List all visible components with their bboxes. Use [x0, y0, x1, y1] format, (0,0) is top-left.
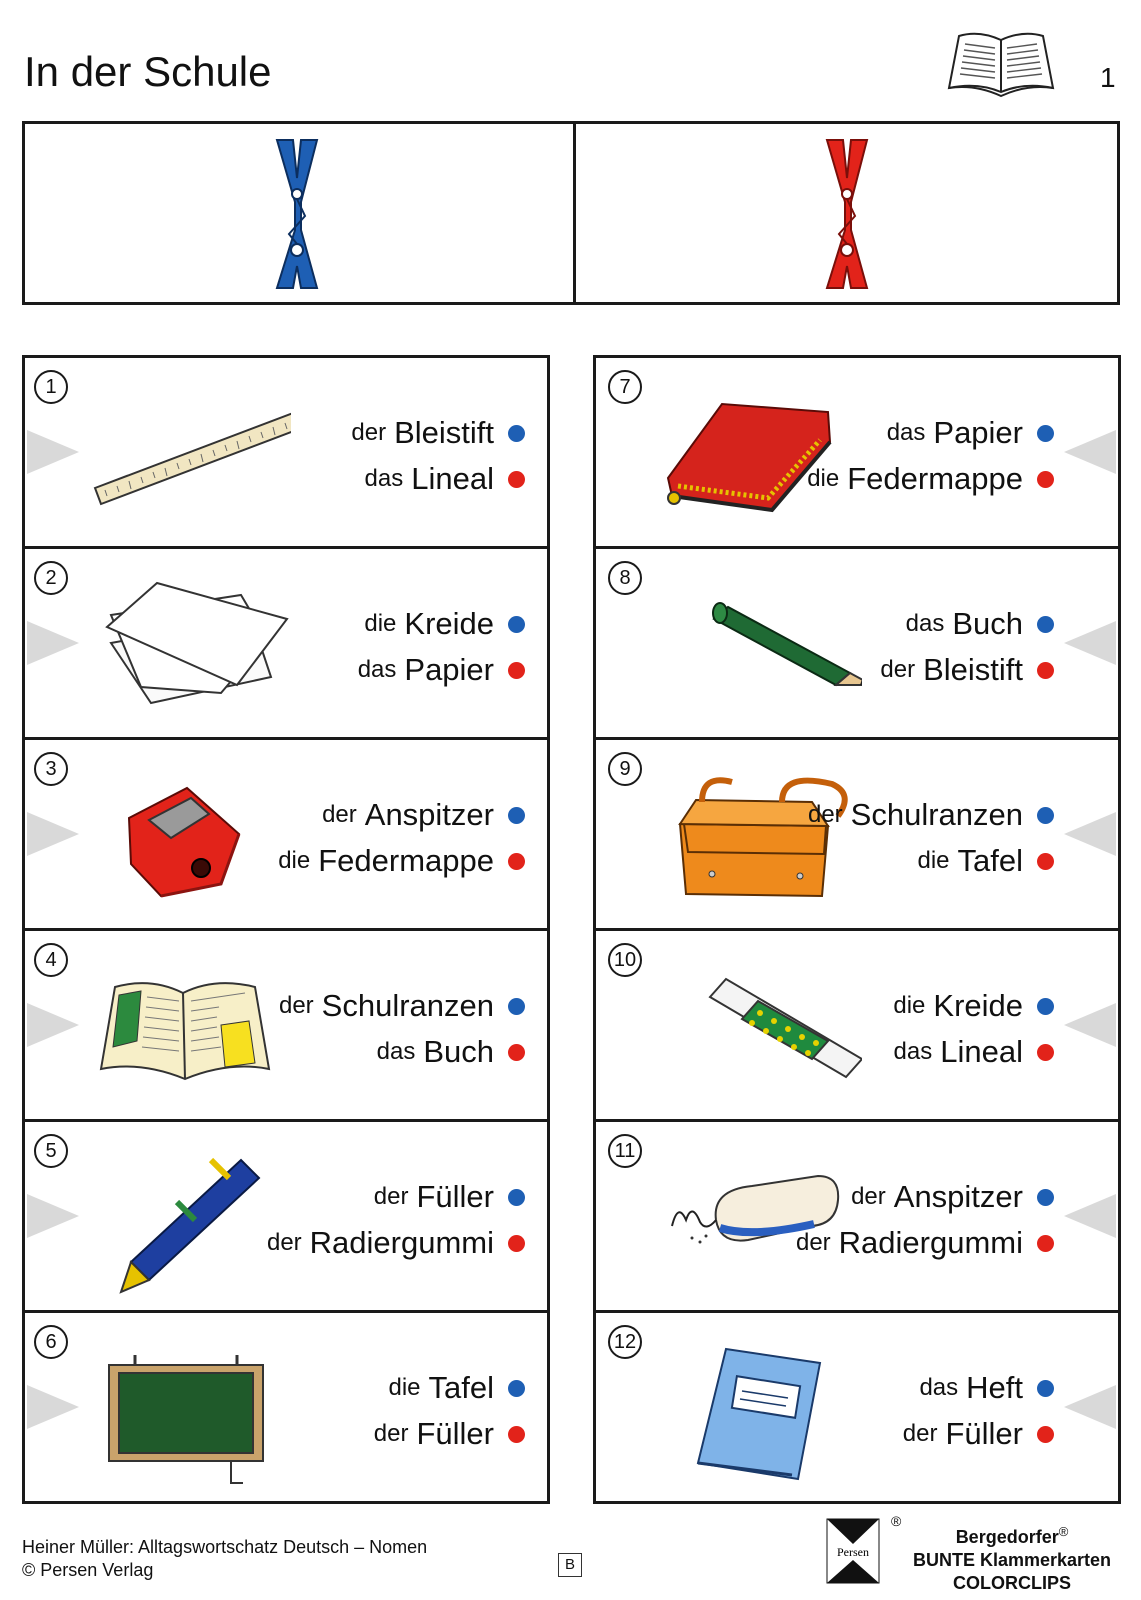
clip-marker	[27, 430, 79, 474]
option-red	[267, 1220, 525, 1266]
noun: Papier	[404, 652, 494, 687]
blue-dot[interactable]	[508, 616, 525, 633]
noun: Federmappe	[847, 461, 1023, 496]
noun: Füller	[416, 1416, 494, 1451]
right-card-column	[593, 355, 1121, 1504]
blue-dot[interactable]	[1037, 998, 1054, 1015]
ruler-icon	[91, 382, 291, 532]
card-8	[596, 549, 1118, 740]
registered-mark: ®	[891, 1513, 902, 1529]
red-clothespin-icon	[825, 138, 869, 290]
option-red	[880, 647, 1054, 693]
red-dot[interactable]	[508, 853, 525, 870]
article: der	[880, 656, 916, 683]
blue-dot[interactable]	[508, 1189, 525, 1206]
red-dot[interactable]	[508, 662, 525, 679]
article: das	[893, 1038, 933, 1065]
option-blue	[893, 983, 1054, 1029]
blue-clothespin-icon	[275, 138, 319, 290]
page-title: In der Schule	[24, 48, 272, 95]
article: die	[807, 465, 840, 492]
article: der	[322, 801, 357, 828]
clip-color-header	[22, 121, 1120, 305]
clip-marker	[1064, 1385, 1116, 1429]
paper-icon	[91, 573, 291, 723]
noun: Kreide	[933, 988, 1023, 1023]
option-blue	[903, 1365, 1054, 1411]
answer-options	[374, 1365, 525, 1457]
chalk-icon	[662, 955, 862, 1105]
article: der	[373, 1420, 409, 1447]
option-blue	[796, 1174, 1054, 1220]
answer-options	[808, 792, 1054, 884]
open-book-icon	[945, 26, 1057, 98]
noun: Schulranzen	[321, 988, 494, 1023]
card-number: 7	[608, 370, 642, 404]
series-brand	[906, 1520, 1118, 1595]
brand-line-2: BUNTE Klammerkarten	[912, 1550, 1112, 1570]
article: der	[278, 992, 314, 1019]
card-number: 2	[34, 561, 68, 595]
noun: Lineal	[411, 461, 494, 496]
red-dot[interactable]	[508, 1235, 525, 1252]
clip-marker	[27, 1385, 79, 1429]
red-dot[interactable]	[508, 1426, 525, 1443]
option-blue	[880, 601, 1054, 647]
article: das	[364, 465, 404, 492]
answer-options	[351, 410, 525, 502]
red-dot[interactable]	[1037, 1426, 1054, 1443]
clip-marker	[1064, 812, 1116, 856]
option-blue	[351, 410, 525, 456]
clip-marker	[1064, 1194, 1116, 1238]
answer-options	[796, 1174, 1054, 1266]
level-box: B	[558, 1553, 582, 1577]
noun: Bleistift	[394, 415, 494, 450]
blue-dot[interactable]	[508, 998, 525, 1015]
option-red	[807, 456, 1054, 502]
noun: Papier	[933, 415, 1023, 450]
option-red	[374, 1411, 525, 1457]
noun: Federmappe	[318, 843, 494, 878]
option-blue	[374, 1365, 525, 1411]
clip-marker	[27, 812, 79, 856]
answer-options	[903, 1365, 1054, 1457]
blue-dot[interactable]	[1037, 807, 1054, 824]
option-red	[796, 1220, 1054, 1266]
red-dot[interactable]	[1037, 853, 1054, 870]
option-red	[358, 647, 525, 693]
blue-dot[interactable]	[508, 807, 525, 824]
option-blue	[267, 1174, 525, 1220]
red-dot[interactable]	[1037, 1235, 1054, 1252]
blue-dot[interactable]	[1037, 425, 1054, 442]
card-1	[25, 358, 547, 549]
clip-marker	[27, 621, 79, 665]
noun: Anspitzer	[364, 797, 494, 832]
noun: Buch	[423, 1034, 494, 1069]
red-dot[interactable]	[508, 471, 525, 488]
answer-options	[267, 1174, 525, 1266]
card-12	[596, 1313, 1118, 1501]
option-blue	[807, 410, 1054, 456]
footer-line-2: © Persen Verlag	[22, 1560, 154, 1580]
article: der	[795, 1229, 831, 1256]
persen-logo-text: Persen	[837, 1545, 869, 1559]
clip-marker	[1064, 1003, 1116, 1047]
option-blue	[279, 983, 525, 1029]
option-red	[808, 838, 1054, 884]
card-11	[596, 1122, 1118, 1313]
registered-mark: ®	[1058, 1524, 1069, 1539]
card-number: 10	[608, 943, 642, 977]
noun: Anspitzer	[893, 1179, 1023, 1214]
sharpener-icon	[91, 764, 291, 914]
article: der	[351, 419, 387, 446]
chalkboard-icon	[91, 1337, 291, 1487]
red-dot[interactable]	[1037, 471, 1054, 488]
noun: Lineal	[940, 1034, 1023, 1069]
noun: Schulranzen	[850, 797, 1023, 832]
card-10	[596, 931, 1118, 1122]
header-divider	[573, 124, 576, 302]
noun: Kreide	[404, 606, 494, 641]
option-blue	[808, 792, 1054, 838]
card-9	[596, 740, 1118, 931]
blue-dot[interactable]	[1037, 1189, 1054, 1206]
option-blue	[358, 601, 525, 647]
card-number: 9	[608, 752, 642, 786]
left-card-column	[22, 355, 550, 1504]
noun: Buch	[952, 606, 1023, 641]
clip-marker	[1064, 621, 1116, 665]
red-dot[interactable]	[508, 1044, 525, 1061]
card-4	[25, 931, 547, 1122]
brand-line-3: COLORCLIPS	[952, 1573, 1071, 1593]
answer-options	[279, 983, 525, 1075]
card-number: 6	[34, 1325, 68, 1359]
noun: Heft	[966, 1370, 1023, 1405]
option-red	[893, 1029, 1054, 1075]
article: die	[364, 610, 397, 637]
card-5	[25, 1122, 547, 1313]
answer-options	[880, 601, 1054, 693]
card-2	[25, 549, 547, 740]
card-7	[596, 358, 1118, 549]
article: der	[851, 1183, 886, 1210]
card-6	[25, 1313, 547, 1501]
answer-options	[893, 983, 1054, 1075]
option-red	[278, 838, 525, 884]
card-number: 11	[608, 1134, 642, 1168]
blue-dot[interactable]	[1037, 1380, 1054, 1397]
noun: Füller	[945, 1416, 1023, 1451]
red-dot[interactable]	[1037, 662, 1054, 679]
article: der	[266, 1229, 302, 1256]
answer-options	[278, 792, 525, 884]
blue-dot[interactable]	[1037, 616, 1054, 633]
blue-dot[interactable]	[508, 425, 525, 442]
article: das	[357, 656, 397, 683]
option-red	[279, 1029, 525, 1075]
pencil-icon	[662, 573, 862, 723]
article: das	[376, 1038, 416, 1065]
red-dot[interactable]	[1037, 1044, 1054, 1061]
fountain-pen-icon	[91, 1146, 291, 1296]
article: das	[905, 610, 945, 637]
article: der	[807, 801, 843, 828]
noun: Füller	[416, 1179, 494, 1214]
footer-line-1: Heiner Müller: Alltagswortschatz Deutsch – Nomen	[22, 1537, 428, 1557]
card-number: 5	[34, 1134, 68, 1168]
article: die	[917, 847, 950, 874]
article: der	[902, 1420, 938, 1447]
noun: Tafel	[957, 843, 1023, 878]
card-number: 8	[608, 561, 642, 595]
card-number: 1	[34, 370, 68, 404]
article: die	[893, 992, 926, 1019]
option-blue	[278, 792, 525, 838]
noun: Radiergummi	[309, 1225, 494, 1260]
answer-options	[358, 601, 525, 693]
page-number: 1	[1100, 62, 1116, 93]
brand-line-1: Bergedorfer	[955, 1527, 1059, 1547]
clip-marker	[27, 1194, 79, 1238]
article: die	[388, 1374, 421, 1401]
answer-options	[807, 410, 1054, 502]
book-icon	[91, 955, 291, 1105]
option-red	[903, 1411, 1054, 1457]
persen-logo	[826, 1518, 880, 1584]
noun: Tafel	[428, 1370, 494, 1405]
noun: Bleistift	[923, 652, 1023, 687]
noun: Radiergummi	[838, 1225, 1023, 1260]
option-red	[351, 456, 525, 502]
card-number: 4	[34, 943, 68, 977]
footer-credits	[22, 1536, 427, 1582]
blue-dot[interactable]	[508, 1380, 525, 1397]
card-3	[25, 740, 547, 931]
card-number: 12	[608, 1325, 642, 1359]
card-number: 3	[34, 752, 68, 786]
article: das	[919, 1374, 959, 1401]
article: der	[373, 1183, 409, 1210]
article: das	[886, 419, 926, 446]
clip-marker	[27, 1003, 79, 1047]
article: die	[278, 847, 311, 874]
notebook-icon	[662, 1337, 862, 1487]
clip-marker	[1064, 430, 1116, 474]
